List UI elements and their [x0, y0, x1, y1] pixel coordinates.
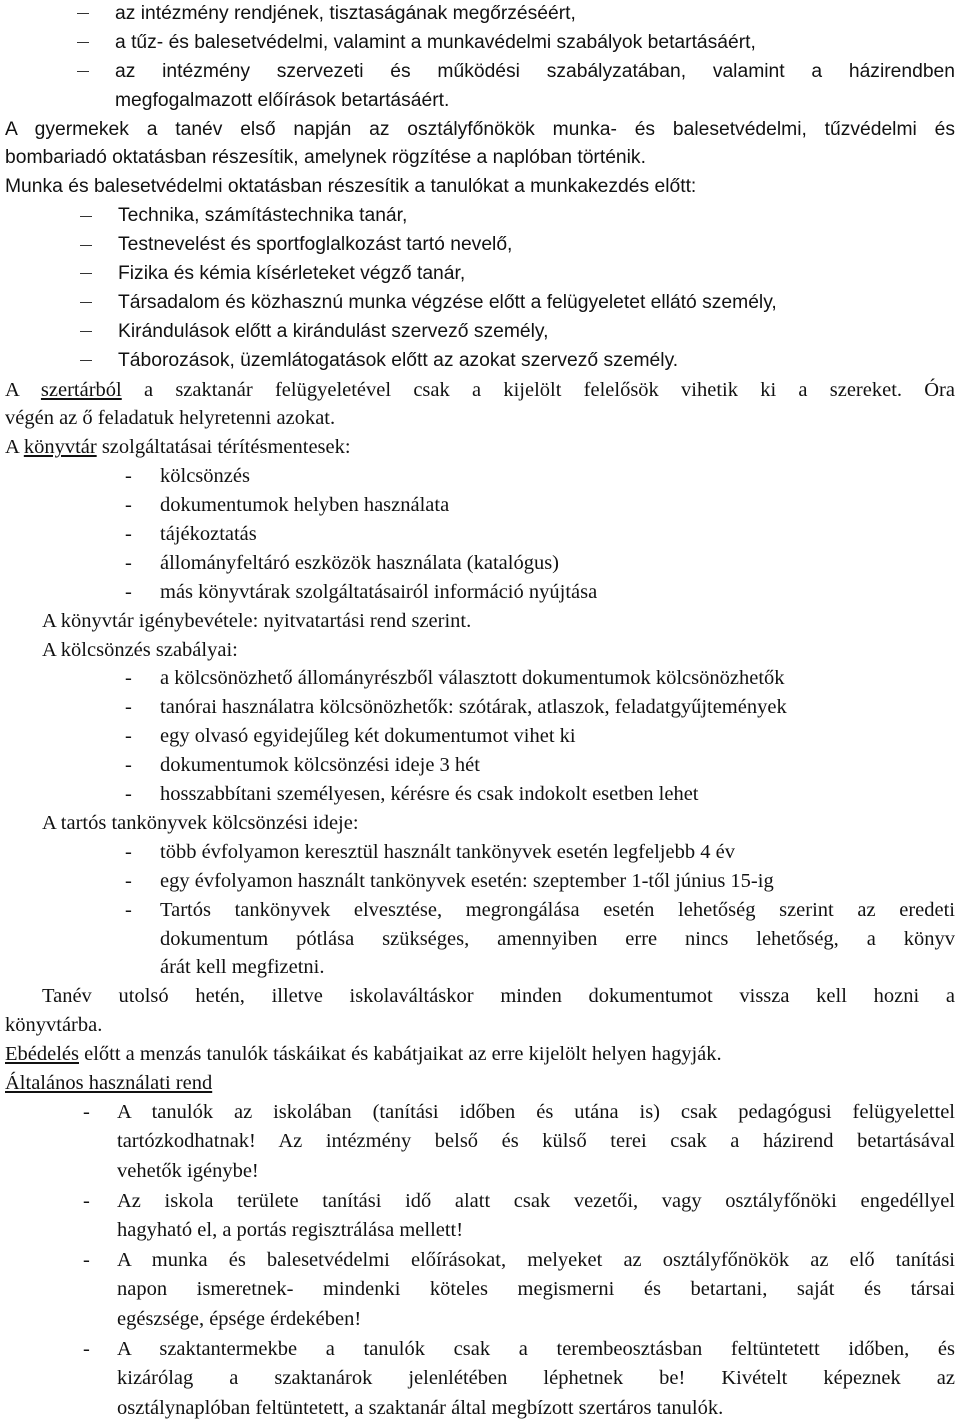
ebedeles-link: Ebédelés: [5, 1043, 79, 1066]
intro-list: [5, 0, 955, 116]
list-item: az intézmény szervezeti és működési szabályzatában, valamint a házirendben: [5, 58, 955, 87]
list-item-continuation: napon ismeretnek- mindenki köteles megismerni és betartani, saját és társai: [117, 1278, 955, 1301]
dash-bullet-icon: [77, 71, 89, 72]
konyvtar-link: könyvtár: [23, 436, 97, 459]
dash-bullet-icon: [80, 273, 92, 274]
tartos-title: A tartós tankönyvek kölcsönzési ideje:: [42, 811, 359, 834]
list-item: Testnevelést és sportfoglalkozást tartó nevelő,: [5, 231, 955, 260]
altalanos-title: Általános használati rend: [5, 1071, 213, 1094]
list-item: - egy olvasó egyidejűleg két dokumentumot vihet ki: [125, 725, 576, 748]
kolcsonzes-title: A kölcsönzés szabályai:: [42, 638, 238, 661]
dash-bullet-icon: [77, 42, 89, 43]
list-item-continuation: vehetők igénybe!: [117, 1160, 259, 1183]
dash-bullet-icon: [80, 360, 92, 361]
dash-bullet-icon: [80, 302, 92, 303]
list-item: Fizika és kémia kísérleteket végző tanár,: [5, 260, 955, 289]
list-item: - egy évfolyamon használt tankönyvek esetén: szeptember 1-től június 15-ig: [125, 869, 774, 892]
paragraph-gyermekek-1: A gyermekek a tanév első napján az osztályfőnökök munka- és balesetvédelmi, tűzvédelmi és: [5, 118, 955, 140]
tanev-paragraph-2: könyvtárba.: [5, 1014, 103, 1037]
list-item-continuation: hagyható el, a portás regisztrálása mellett!: [117, 1219, 464, 1242]
list-item: - több évfolyamon keresztül használt tankönyvek esetén legfeljebb 4 év: [125, 840, 735, 863]
list-item: - a kölcsönözhető állományrészből választott dokumentumok kölcsönözhetők: [125, 667, 785, 690]
list-item: a tűz- és balesetvédelmi, valamint a munkavédelmi szabályok betartásáért,: [5, 29, 955, 58]
konyvtar-igenybevetel: A könyvtár igénybevétele: nyitvatartási rend szerint.: [42, 609, 472, 632]
list-item-continuation: tartózkodhatnak! Az intézmény belső és külső terei csak a házirend betartásával: [117, 1130, 955, 1153]
paragraph-munka: Munka és balesetvédelmi oktatásban részesítik a tanulókat a munkakezdés előtt:: [5, 176, 697, 198]
paragraph-szertar-1: A szertárból a szaktanár felügyeletével csak a kijelölt felelősök vihetik ki a szereket. Óra: [5, 378, 955, 401]
list-item: - A tanulók az iskolában (tanítási időben és utána is) csak pedagógusi felügyelettel: [83, 1100, 955, 1123]
list-item: - tájékoztatás: [125, 523, 257, 546]
paragraph-ebedeles: Ebédelés előtt a menzás tanulók táskáikat és kabátjaikat az erre kijelölt helyen hagyják.: [5, 1043, 722, 1066]
list-item: Táborozások, üzemlátogatások előtt az azokat szervező személy.: [5, 347, 955, 376]
list-item: - Az iskola területe tanítási idő alatt csak vezetői, vagy osztályfőnöki engedéllyel: [83, 1189, 955, 1212]
list-item: - A szaktantermekbe a tanulók csak a terembeosztásban feltüntetett időben, és: [83, 1337, 955, 1360]
list-item-continuation: osztálynaplóban feltüntetett, a szaktanár által megbízott szertáros tanulók.: [117, 1396, 724, 1419]
list-item: - más könyvtárak szolgáltatásairól információ nyújtása: [125, 580, 598, 603]
list-item-continuation: árát kell megfizetni.: [160, 956, 325, 979]
list-item: - dokumentumok kölcsönzési ideje 3 hét: [125, 754, 480, 777]
szertar-link: szertárból: [40, 378, 122, 401]
dash-bullet-icon: [80, 216, 92, 217]
dash-bullet-icon: [80, 245, 92, 246]
paragraph-szertar-2: végén az ő feladatuk helyretenni azokat.: [5, 407, 336, 430]
list-item-continuation: dokumentum pótlása szükséges, amennyiben erre nincs lehetőség, a könyv: [160, 927, 955, 950]
kolcsonzes-rules-list: [5, 664, 955, 808]
list-item: Társadalom és közhasznú munka végzése előtt a felügyeletet ellátó személy,: [5, 289, 955, 318]
altalanos-list: [5, 1098, 955, 1424]
list-item: - kölcsönzés: [125, 465, 250, 488]
dash-bullet-icon: [80, 331, 92, 332]
list-item: - A munka és balesetvédelmi előírásokat, melyeket az osztályfőnökök az elő tanítási: [83, 1248, 955, 1271]
oktatok-list: [5, 202, 955, 375]
list-item: - Tartós tankönyvek elvesztése, megrongálása esetén lehetőség szerint az eredeti: [125, 898, 955, 921]
list-item-continuation: egészsége, épsége érdekében!: [117, 1308, 362, 1330]
list-item: Kirándulások előtt a kirándulást szervező személy,: [5, 318, 955, 347]
list-item: - dokumentumok helyben használata: [125, 494, 450, 517]
konyvtar-services-list: [5, 462, 955, 606]
list-item-continuation: kizárólag a szaktanárok jelenlétében léphetnek be! Kivételt képeznek az: [117, 1367, 955, 1390]
paragraph-gyermekek-2: bombariadó oktatásban részesítik, amelynek rögzítése a naplóban történik.: [5, 147, 646, 169]
paragraph-konyvtar: A könyvtár szolgáltatásai térítésmentesek:: [5, 436, 351, 459]
list-item: Technika, számítástechnika tanár,: [5, 202, 955, 231]
tartos-list: [5, 838, 955, 982]
list-item: - állományfeltáró eszközök használata (katalógus): [125, 551, 560, 574]
list-item: az intézmény rendjének, tisztaságának megőrzéséért,: [5, 0, 955, 29]
list-item: - hosszabbítani személyesen, kérésre és csak indokolt esetben lehet: [125, 783, 699, 806]
dash-bullet-icon: [77, 13, 89, 14]
list-item-continuation: megfogalmazott előírások betartásáért.: [115, 89, 450, 111]
list-item: - tanórai használatra kölcsönözhetők: szótárak, atlaszok, feladatgyűjtemények: [125, 696, 787, 719]
tanev-paragraph-1: Tanév utolsó hetén, illetve iskolaváltáskor minden dokumentumot vissza kell hozni a: [42, 985, 955, 1008]
